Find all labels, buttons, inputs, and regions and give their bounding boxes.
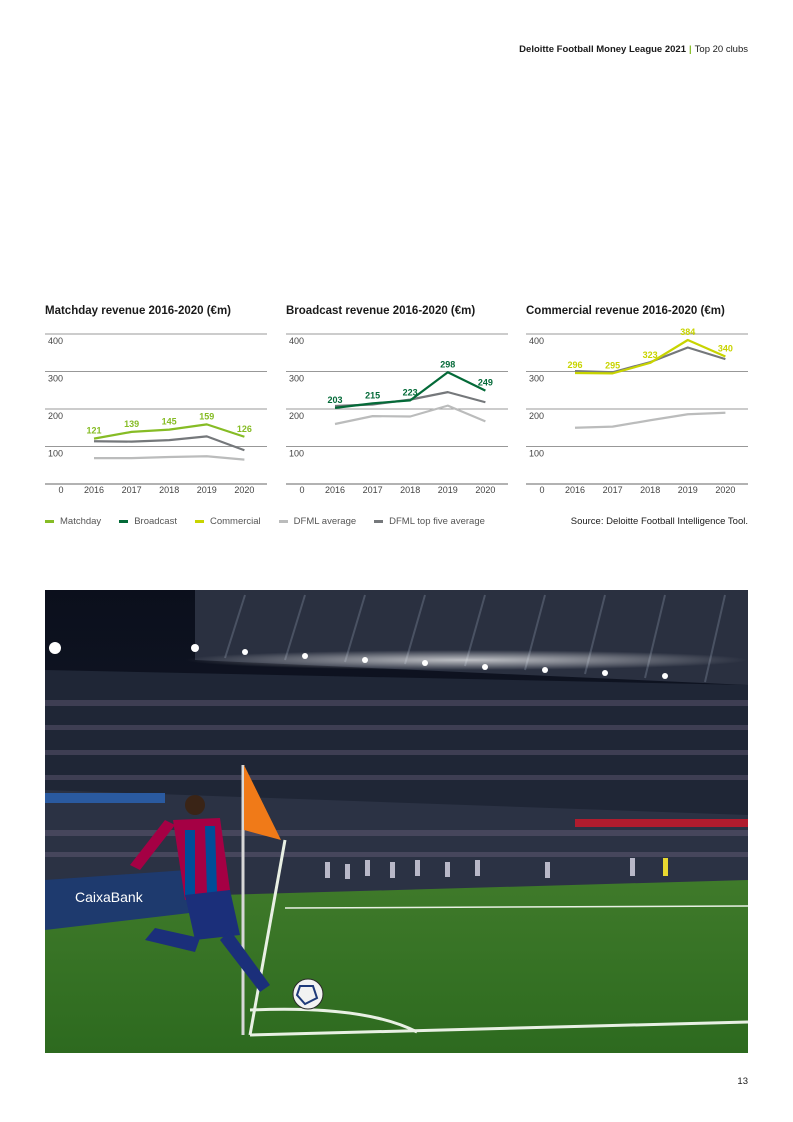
x-tick-label: 2020 (234, 485, 255, 495)
legend-label: Matchday (60, 516, 102, 527)
data-label: 295 (605, 360, 621, 371)
y-tick-label: 300 (289, 373, 305, 384)
y-tick-label: 400 (529, 336, 545, 346)
x-tick-label: 2020 (715, 485, 736, 495)
floodlights (185, 650, 748, 670)
data-label: 159 (199, 411, 215, 422)
page-number: 13 (737, 1076, 748, 1087)
y-tick-label: 300 (48, 373, 64, 384)
x-tick-label: 2019 (437, 485, 458, 495)
y-tick-label: 200 (529, 411, 545, 421)
data-label: 145 (161, 416, 177, 427)
x-tick-label: 2017 (602, 485, 623, 495)
x-tick-label: 2017 (362, 485, 383, 495)
y-tick-label: 0 (58, 485, 64, 495)
matchday-chart-svg (45, 327, 267, 502)
data-label: 203 (327, 394, 343, 405)
broadcast-chart (286, 305, 508, 500)
x-tick-label: 2017 (121, 485, 142, 495)
chart-title: Commercial revenue 2016-2020 (€m) (526, 305, 725, 317)
header-separator: | (688, 44, 692, 55)
y-tick-label: 300 (529, 373, 545, 384)
data-label: 139 (124, 418, 140, 429)
x-tick-label: 2018 (400, 485, 421, 495)
legend-swatch (119, 520, 128, 523)
data-label: 126 (236, 423, 252, 434)
source-note: Source: Deloitte Football Intelligence Tool. (570, 516, 748, 527)
data-label: 223 (402, 387, 418, 398)
sponsor-sign: CaixaBank (75, 889, 143, 905)
chart-legend (45, 516, 485, 527)
scoreboard-strip (575, 819, 748, 827)
matchday-chart (45, 305, 267, 500)
legend-item-dfml-top-five (374, 516, 485, 527)
legend-label: DFML top five average (389, 516, 485, 527)
x-tick-label: 2016 (324, 485, 346, 495)
y-tick-label: 0 (299, 485, 305, 495)
broadcast-chart-svg (286, 327, 508, 502)
data-label: 298 (440, 359, 456, 370)
y-tick-label: 400 (289, 336, 305, 346)
legend-swatch (279, 520, 288, 523)
x-tick-label: 2018 (159, 485, 180, 495)
upper-ad-board (45, 793, 165, 803)
legend-swatch (45, 520, 54, 523)
chart-title: Matchday revenue 2016-2020 (€m) (45, 305, 232, 317)
x-tick-label: 2016 (83, 485, 105, 495)
series-line (335, 406, 485, 424)
y-tick-label: 400 (48, 336, 64, 346)
y-tick-label: 0 (539, 485, 545, 495)
data-label: 384 (680, 327, 696, 337)
legend-item-matchday (45, 516, 101, 527)
series-line (94, 436, 244, 450)
stadium-photo (45, 590, 748, 1053)
chart-title: Broadcast revenue 2016-2020 (€m) (286, 305, 476, 317)
data-label: 215 (365, 390, 381, 401)
x-tick-label: 2019 (196, 485, 217, 495)
legend-label: Broadcast (134, 516, 177, 527)
data-label: 249 (477, 377, 493, 388)
legend-swatch (374, 520, 383, 523)
data-label: 296 (567, 360, 583, 370)
report-section: Top 20 clubs (694, 44, 748, 55)
data-label: 340 (717, 343, 733, 354)
x-tick-label: 2016 (564, 485, 586, 495)
series-line (575, 413, 725, 428)
page-header (519, 44, 748, 55)
y-tick-label: 200 (48, 411, 64, 421)
data-label: 323 (642, 349, 658, 360)
y-tick-label: 100 (289, 448, 305, 459)
legend-swatch (195, 520, 204, 523)
series-line (94, 456, 244, 459)
x-tick-label: 2019 (677, 485, 698, 495)
y-tick-label: 100 (48, 448, 64, 459)
legend-item-commercial (195, 516, 261, 527)
report-title: Deloitte Football Money League 2021 (519, 44, 686, 55)
y-tick-label: 200 (289, 411, 305, 421)
y-tick-label: 100 (529, 448, 545, 459)
legend-item-dfml-average (279, 516, 356, 527)
legend-item-broadcast (119, 516, 177, 527)
commercial-chart-svg (526, 327, 748, 502)
x-tick-label: 2020 (475, 485, 496, 495)
commercial-chart (526, 305, 748, 500)
legend-label: Commercial (209, 516, 261, 527)
x-tick-label: 2018 (640, 485, 661, 495)
legend-label: DFML average (293, 516, 357, 527)
data-label: 121 (86, 425, 102, 436)
